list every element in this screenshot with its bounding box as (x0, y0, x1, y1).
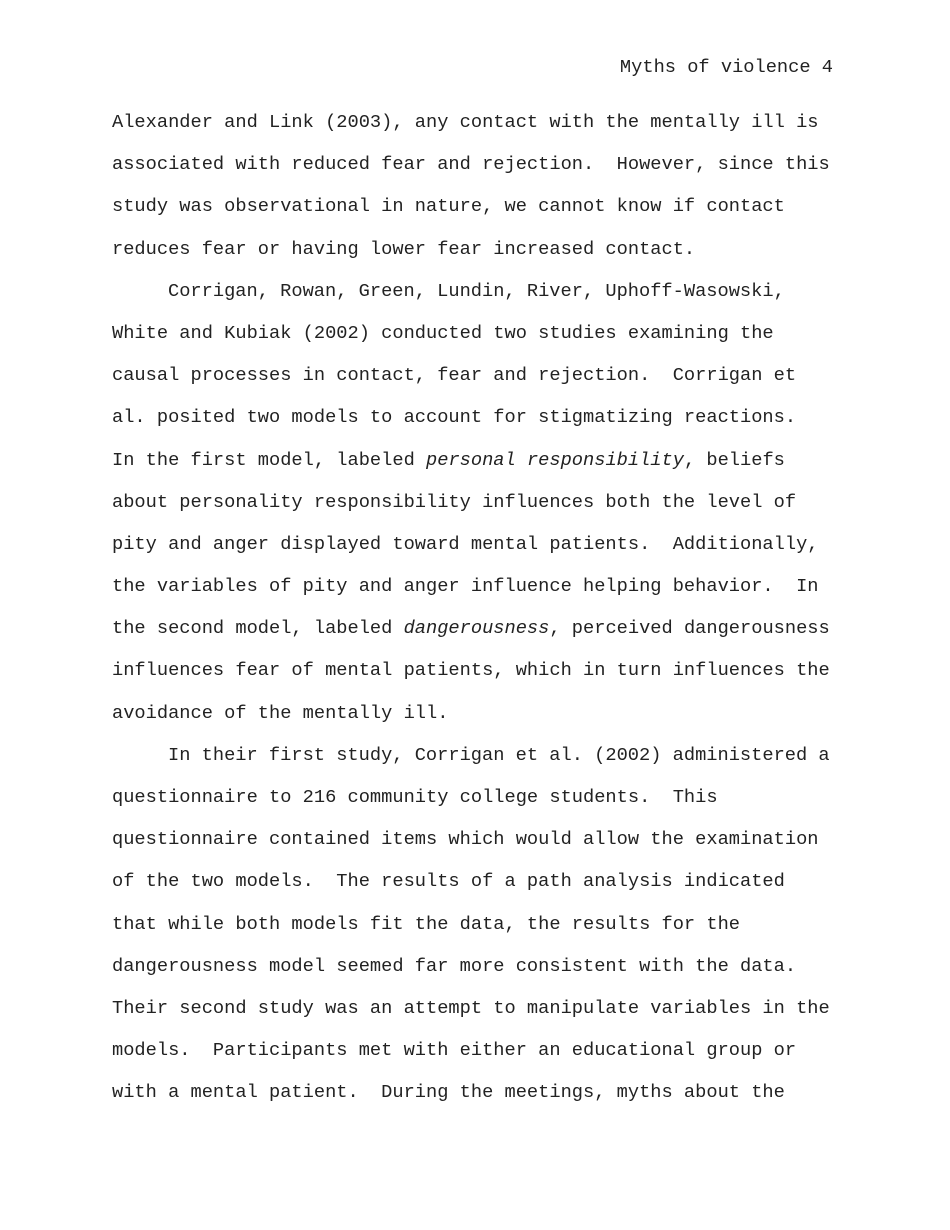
paragraph-first-line: In their first study, Corrigan et al. (2002) administered a (168, 743, 830, 766)
text-line: with a mental patient. During the meetings, myths about the (112, 1081, 785, 1104)
text-span: the second model, labeled (112, 617, 404, 640)
text-line: associated with reduced fear and rejection. However, since this (112, 153, 830, 176)
text-line: Their second study was an attempt to manipulate variables in the (112, 996, 830, 1019)
text-line: al. posited two models to account for stigmatizing reactions. (112, 406, 797, 429)
body-text (112, 109, 842, 1122)
text-line: reduces fear or having lower fear increased contact. (112, 237, 696, 260)
text-line: avoidance of the mentally ill. (112, 701, 449, 724)
text-line (112, 615, 842, 657)
text-line (112, 447, 842, 489)
italic-term: personal responsibility (426, 448, 684, 471)
text-line: influences fear of mental patients, which in turn influences the (112, 659, 830, 682)
text-line: the variables of pity and anger influence helping behavior. In (112, 575, 819, 598)
text-line: of the two models. The results of a path analysis indicated (112, 870, 785, 893)
text-span: , beliefs (683, 448, 785, 471)
text-span: , perceived dangerousness (549, 617, 830, 640)
text-line: pity and anger displayed toward mental patients. Additionally, (112, 532, 819, 555)
running-head: Myths of violence 4 (619, 56, 833, 78)
text-line: dangerousness model seemed far more consistent with the data. (112, 954, 797, 977)
italic-term: dangerousness (403, 617, 550, 640)
text-line: about personality responsibility influences both the level of (112, 490, 797, 513)
text-line: White and Kubiak (2002) conducted two studies examining the (112, 321, 774, 344)
text-line: models. Participants met with either an educational group or (112, 1039, 797, 1062)
text-line: questionnaire to 216 community college students. This (112, 786, 718, 808)
text-line: that while both models fit the data, the results for the (112, 912, 741, 935)
text-line: questionnaire contained items which would allow the examination (112, 828, 819, 851)
text-span: In the first model, labeled (112, 448, 427, 471)
text-line: Alexander and Link (2003), any contact with the mentally ill is (112, 111, 819, 133)
text-line: study was observational in nature, we cannot know if contact (112, 195, 785, 218)
paragraph-first-line: Corrigan, Rowan, Green, Lundin, River, Uphoff-Wasowski, (168, 279, 785, 302)
text-line: causal processes in contact, fear and rejection. Corrigan et (112, 364, 797, 387)
